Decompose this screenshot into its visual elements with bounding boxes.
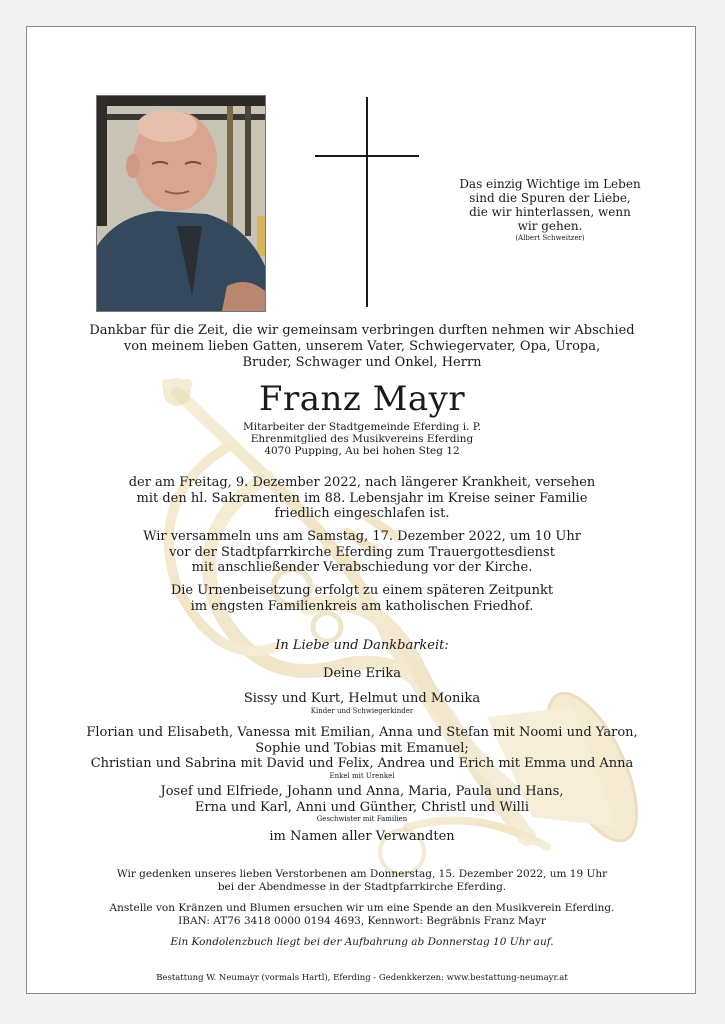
burial-line: im engsten Familienkreis am katholischen Friedhof. bbox=[190, 598, 534, 614]
siblings-line: Josef und Elfriede, Johann und Anna, Maria, Paula und Hans, bbox=[160, 784, 564, 799]
quote-line: wir gehen. bbox=[517, 219, 583, 233]
grandchildren-line: Sophie und Tobias mit Emanuel; bbox=[255, 740, 469, 756]
grandchildren-line: Florian und Elisabeth, Vanessa mit Emilian, Anna und Stefan mit Noomi und Yaron, bbox=[86, 725, 638, 740]
burial-notice bbox=[27, 583, 697, 614]
grandchildren-label: Enkel mit Urenkel bbox=[329, 771, 395, 780]
obituary-card bbox=[26, 26, 696, 994]
children-names: Sissy und Kurt, Helmut und Monika bbox=[243, 691, 481, 706]
cross-icon bbox=[315, 97, 419, 307]
memorial-line: bei der Abendmesse in der Stadtpfarrkirche Eferding. bbox=[217, 881, 507, 893]
death-line: friedlich eingeschlafen ist. bbox=[274, 506, 450, 521]
death-line: der am Freitag, 9. Dezember 2022, nach längerer Krankheit, versehen bbox=[128, 475, 596, 490]
mourner-wife: Deine Erika bbox=[323, 666, 401, 681]
deceased-name: Franz Mayr bbox=[258, 379, 466, 419]
donation-notice bbox=[27, 902, 697, 928]
quote-line: die wir hinterlassen, wenn bbox=[469, 205, 631, 219]
affiliation-line: Mitarbeiter der Stadtgemeinde Eferding i. P. bbox=[242, 421, 482, 433]
quote-line: sind die Spuren der Liebe, bbox=[469, 191, 631, 205]
intro-line: von meinem lieben Gatten, unserem Vater, Schwiegervater, Opa, Uropa, bbox=[123, 339, 601, 354]
intro-text bbox=[27, 323, 697, 371]
quote-source: (Albert Schweitzer) bbox=[515, 234, 585, 242]
memorial-quote bbox=[445, 177, 655, 243]
donation-line: Anstelle von Kränzen und Blumen ersuchen wir um eine Spende an den Musikverein Eferding. bbox=[109, 902, 615, 914]
grandchildren-line: Christian und Sabrina mit David und Felix, Andrea und Erich mit Emma und Anna bbox=[90, 756, 634, 771]
donation-iban: IBAN: AT76 3418 0000 0194 4693, Kennwort: Begräbnis Franz Mayr bbox=[178, 915, 546, 927]
on-behalf-line: im Namen aller Verwandten bbox=[269, 829, 455, 844]
affiliation-line: 4070 Pupping, Au bei hohen Steg 12 bbox=[264, 445, 460, 457]
condolence-book: Ein Kondolenzbuch liegt bei der Aufbahrung ab Donnerstag 10 Uhr auf. bbox=[170, 936, 554, 948]
death-line: mit den hl. Sakramenten im 88. Lebensjahr im Kreise seiner Familie bbox=[136, 490, 588, 506]
intro-line: Dankbar für die Zeit, die wir gemeinsam verbringen durften nehmen wir Abschied bbox=[89, 323, 635, 338]
quote-line: Das einzig Wichtige im Leben bbox=[459, 177, 641, 191]
siblings-label: Geschwister mit Familien bbox=[316, 815, 408, 823]
portrait-illustration bbox=[97, 96, 265, 311]
service-line: vor der Stadtpfarrkirche Eferding zum Trauergottesdienst bbox=[169, 544, 555, 560]
service-line: mit anschließender Verabschiedung vor der Kirche. bbox=[191, 560, 533, 575]
service-line: Wir versammeln uns am Samstag, 17. Dezember 2022, um 10 Uhr bbox=[143, 529, 581, 544]
funeral-home-footer: Bestattung W. Neumayr (vormals Hartl), Eferding - Gedenkkerzen: www.bestattung-neumayr.at bbox=[156, 973, 568, 983]
mourners-grandchildren bbox=[27, 725, 697, 781]
in-liebe-heading: In Liebe und Dankbarkeit: bbox=[275, 638, 449, 653]
memorial-line: Wir gedenken unseres lieben Verstorbenen am Donnerstag, 15. Dezember 2022, um 19 Uhr bbox=[116, 868, 608, 880]
siblings-line: Erna und Karl, Anni und Günther, Christl und Willi bbox=[194, 799, 530, 815]
death-notice bbox=[27, 475, 697, 522]
service-notice bbox=[27, 529, 697, 576]
mourners-siblings bbox=[27, 784, 697, 824]
mourners-children bbox=[27, 691, 697, 716]
affiliation bbox=[27, 421, 697, 457]
portrait-photo bbox=[96, 95, 266, 312]
affiliation-line: Ehrenmitglied des Musikvereins Eferding bbox=[250, 433, 474, 445]
memorial-mass bbox=[27, 868, 697, 894]
burial-line: Die Urnenbeisetzung erfolgt zu einem späteren Zeitpunkt bbox=[170, 583, 554, 598]
children-label: Kinder und Schwiegerkinder bbox=[310, 707, 414, 715]
intro-line: Bruder, Schwager und Onkel, Herrn bbox=[242, 355, 482, 370]
